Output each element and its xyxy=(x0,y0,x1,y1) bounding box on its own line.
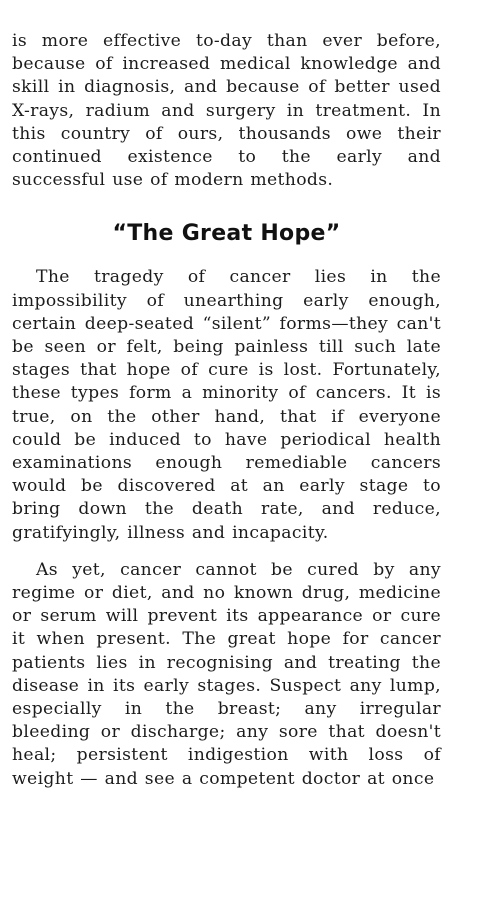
section-heading: “The Great Hope” xyxy=(112,221,341,247)
continued-paragraph: is more effective to-day than ever before, because of increased medical knowledge and skill in diagnosis, and because of better used X-rays, radium and surgery in treatment. In this country of ours, thousands owe their continued existence to the early and successful use of modern methods. xyxy=(12,31,441,191)
paragraph-tragedy: The tragedy of cancer lies in the impossibility of unearthing early enough, certain deep-seated “silent” forms—they can't be seen or felt, being painless till such late stages that hope of cure is lost. Fortunately, these types form a minority of cancers. It is true, on the other hand, that if everyone could be induced to have periodical health examinations enough remediable cancers would be discovered at an early stage to bring down the death rate, and reduce, gratifyingly, illness and incapacity. xyxy=(12,267,441,543)
article-column xyxy=(12,30,441,791)
paragraph-great-hope: As yet, cancer cannot be cured by any regime or diet, and no known drug, medicine or serum will prevent its appearance or cure it when present. The great hope for cancer patients lies in recognising and treating the disease in its early stages. Suspect any lump, especially in the breast; any irregular bleeding or discharge; any sore that doesn't heal; persistent indigestion with loss of weight — and see a competent doctor at once xyxy=(12,559,441,789)
